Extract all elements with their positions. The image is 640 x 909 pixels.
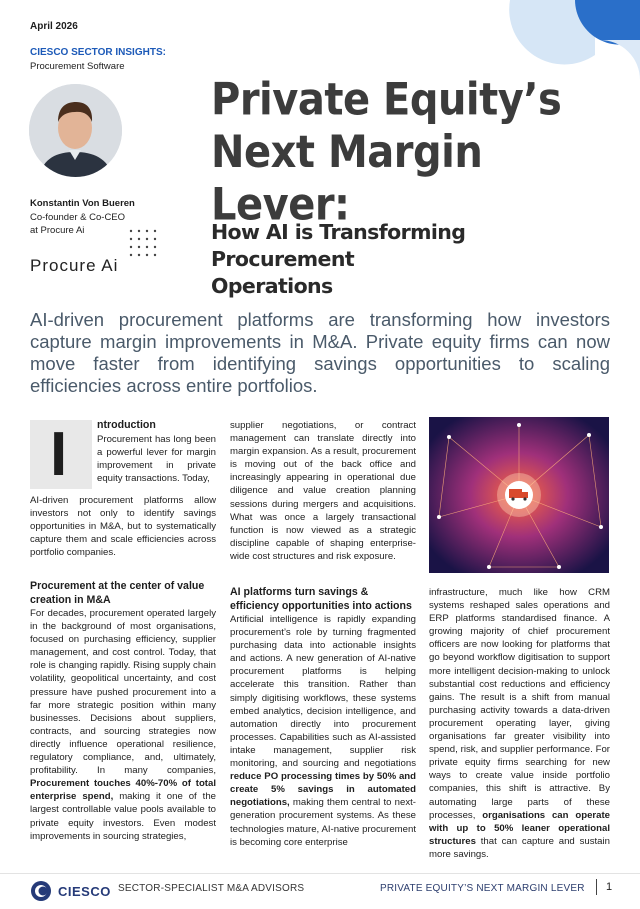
intro-block	[97, 419, 216, 485]
lede-paragraph: AI-driven procurement platforms are transforming how investors capture margin improvements in M&A. Private equity firms can now move faster from identifying savings opportunities to scaling efficiencies across entire portfolios.	[30, 309, 610, 396]
truck-network-image	[429, 417, 609, 573]
section-1-highlight: Procurement touches 40%-70% of total enterprise spend,	[30, 778, 216, 803]
column-3-body	[429, 586, 610, 861]
issue-date: April 2026	[30, 21, 78, 32]
hero-title	[211, 74, 611, 232]
column-3-highlight: organisations can operate with up to 50% leaner operational structures	[429, 809, 610, 847]
footer-tagline: SECTOR-SPECIALIST M&A ADVISORS	[118, 883, 305, 894]
column-3-paragraph	[429, 586, 610, 861]
footer-brand: CIESCO	[58, 883, 111, 899]
hero-title-line2: Next Margin Lever:	[211, 126, 483, 231]
column-3-text-b: that can capture and sustain more savings.	[429, 835, 610, 860]
hero-subtitle	[211, 219, 611, 300]
section-1-heading: Procurement at the center of value creation in M&A	[30, 580, 205, 606]
intro-continued	[30, 494, 216, 559]
hero-title-line1: Private Equity’s	[211, 74, 562, 126]
ciesco-logo-icon	[30, 880, 52, 902]
corner-decoration	[490, 0, 640, 80]
insights-title: CIESCO SECTOR INSIGHTS:	[30, 47, 166, 58]
procure-ai-logo: Procure Ai	[30, 256, 119, 275]
dropcap-letter: I	[50, 420, 68, 489]
author-company: at Procure Ai	[30, 225, 85, 236]
page-number: 1	[606, 881, 613, 893]
hero-subtitle-line1: How AI is Transforming Procurement	[211, 220, 466, 271]
column-3-text-a: infrastructure, much like how CRM systems reshaped sales operations and ERP platforms standardised finance. A growing majority of chief procurement officers are now looking for platforms that go beyond workflow digitisation to support more intelligent decision-making to unlock substantial cost reductions and efficiency gains. The result is a shift from manual purchasing activity towards a data-driven procurement operating layer, giving organisations far greater visibility into spend, risk, and supplier performance. For private equity firms searching for new ways to create value inside portfolio companies, this shift is attractive. By automating large parts of these processes,	[429, 587, 610, 821]
section-1-text-a: For decades, procurement operated largely in the background of most organisations, focused on purchasing efficiency, supplier management, and cost control. Today, that role is changing rapidly. Rising supply chain volatility, geopolitical uncertainty, and cost pressure have pushed procurement into a far more strategic position within many businesses. Decisions about suppliers, contracts, and sourcing strategies now directly influence operational resilience, regulatory compliance, and, ultimately, profitability. In many companies,	[30, 608, 216, 777]
intro-paragraph-a: Procurement has long been a powerful lever for margin improvement in private equity transactions. Today,	[97, 433, 216, 484]
section-1-text-b: making it one of the largest controllable value pools available to private equity investors. Even modest improvements in sourcing strategies,	[30, 791, 216, 842]
dot-grid-decoration	[128, 228, 160, 260]
footer-logo	[30, 880, 111, 902]
section-2-heading: AI platforms turn savings & efficiency opportunities into actions	[230, 586, 412, 612]
intro-heading: ntroduction	[97, 419, 156, 431]
intro-paragraph-b: AI-driven procurement platforms allow investors not only to identify savings opportunities in M&A, but to systematically capture them and scale efficiencies across portfolio companies.	[30, 495, 216, 559]
author-avatar	[29, 84, 122, 177]
section-2-highlight: reduce PO processing times by 50% and create 5% savings in automated negotiations,	[230, 771, 416, 809]
author-role: Co-founder & Co-CEO	[30, 212, 126, 223]
author-name: Konstantin Von Bueren	[30, 198, 135, 209]
section-1-body	[30, 607, 216, 843]
footer-running-title: PRIVATE EQUITY’S NEXT MARGIN LEVER	[380, 883, 585, 894]
footer-separator	[596, 879, 597, 895]
column-2-paragraph: supplier negotiations, or contract management can translate directly into margin expansion. As a result, procurement is moving out of the back office and increasingly appearing in operational due diligence and value creation planning sessions during mergers and acquisitions. What was once a largely transactional function is now viewed as a strategic discipline capable of shaping enterprise-wide cost structures and risk exposure.	[230, 420, 416, 562]
section-2-text-b: making them central to next-generation procurement systems. As these technologies mature, AI-native procurement is becoming core enterprise	[230, 797, 416, 848]
dropcap	[30, 420, 92, 489]
section-1	[30, 580, 216, 843]
insights-subtitle: Procurement Software	[30, 61, 125, 72]
hero-subtitle-line2: Operations	[211, 274, 333, 298]
footer-divider	[0, 873, 640, 874]
section-2	[230, 586, 416, 849]
column-2-top	[230, 419, 416, 563]
section-2-body	[230, 613, 416, 849]
section-2-text-a: Artificial intelligence is rapidly expanding procurement’s role by turning fragmented purchasing data into actionable insights and actions. A new generation of AI-native procurement platforms is helping accelerate this transition. Rather than simply digitising workflows, these systems embed analytics, decision intelligence, and automation directly into procurement processes. Capabilities such as AI-assisted intake management, supplier risk monitoring, and sourcing and negotiations	[230, 614, 416, 770]
